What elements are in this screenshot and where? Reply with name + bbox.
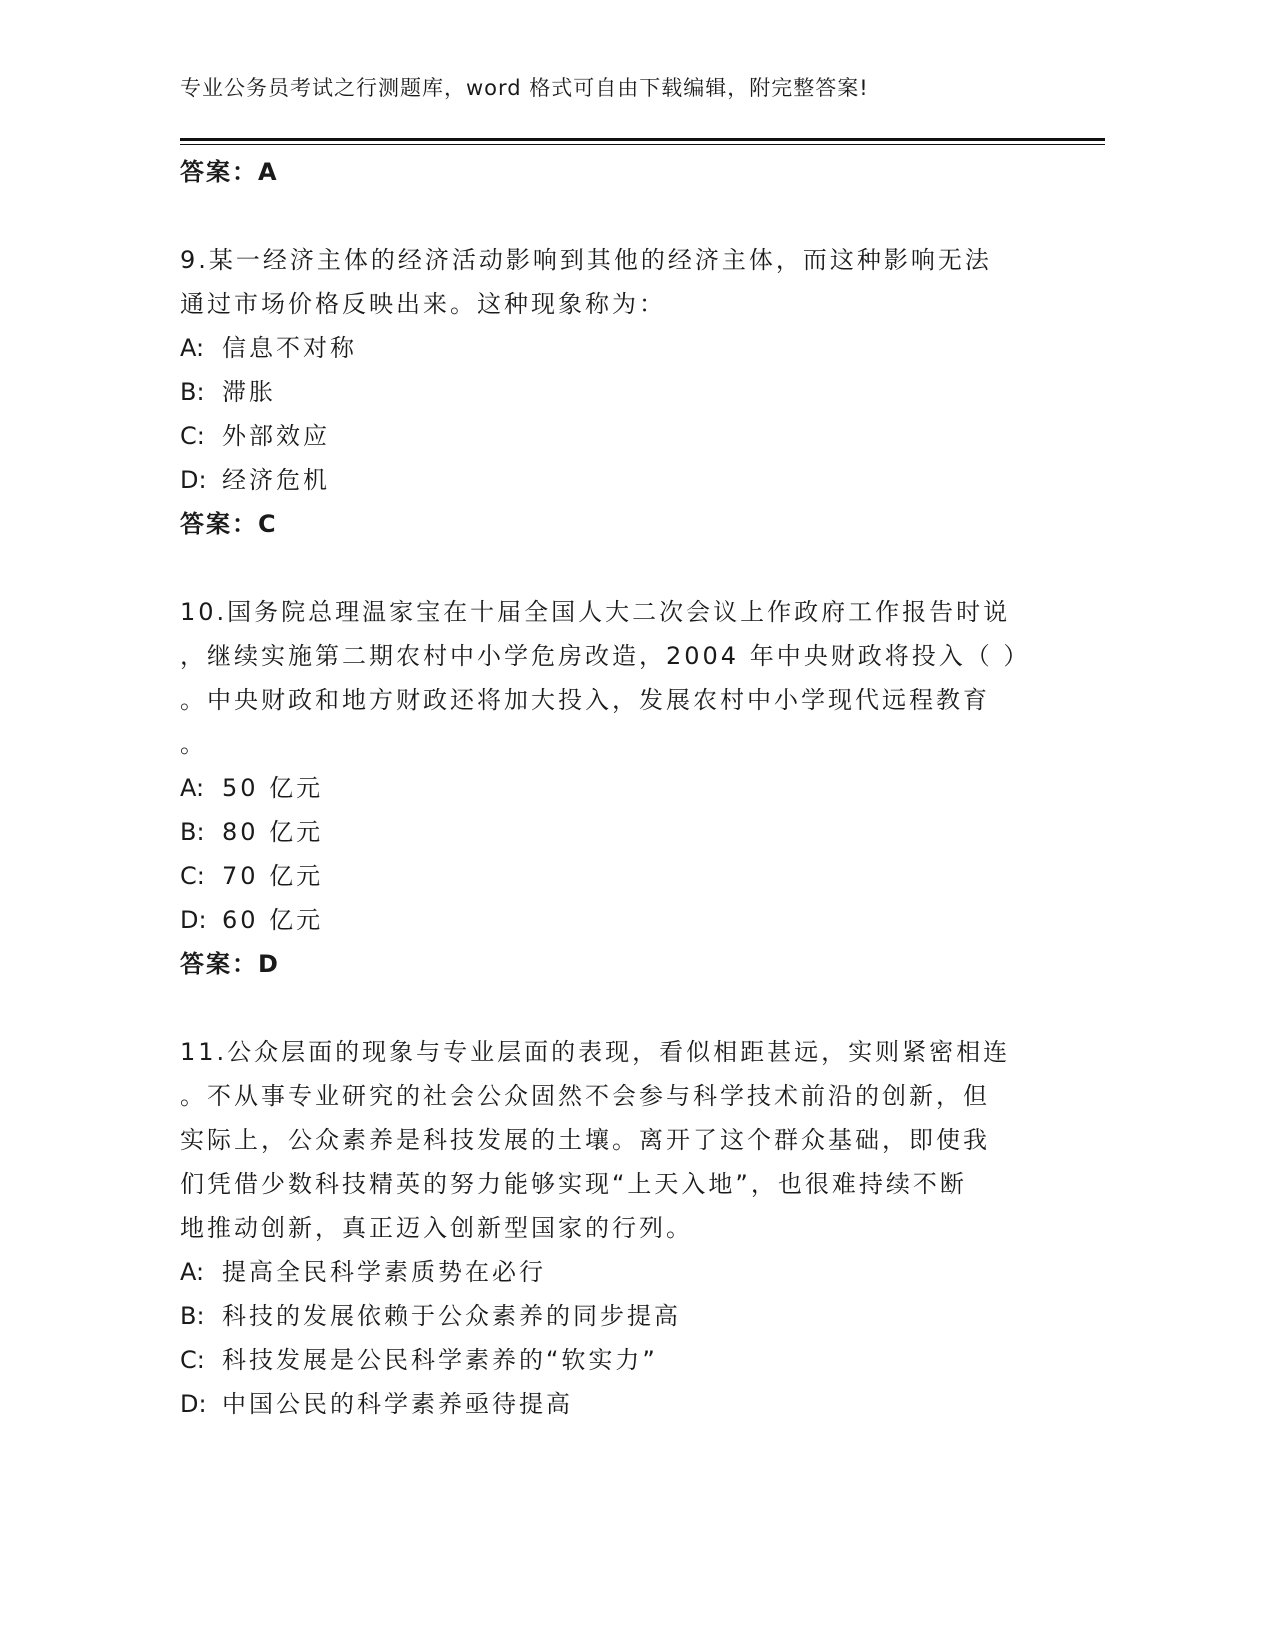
question-list — [180, 150, 1030, 1426]
option-d — [180, 1382, 1030, 1426]
option-label: A: — [180, 774, 205, 802]
option-c — [180, 414, 1030, 458]
option-c — [180, 1338, 1030, 1382]
option-b — [180, 810, 1030, 854]
option-b — [180, 370, 1030, 414]
page-header-title: 专业公务员考试之行测题库，word 格式可自由下载编辑，附完整答案! — [180, 76, 869, 100]
question-text-line: 。不从事专业研究的社会公众固然不会参与科学技术前沿的创新，但 — [180, 1082, 990, 1110]
option-text: 提高全民科学素质势在必行 — [222, 1258, 546, 1286]
answer-line: 答案：A — [180, 158, 279, 186]
option-label: B: — [180, 1302, 205, 1330]
option-label: A: — [180, 334, 205, 362]
spacer — [180, 546, 1030, 590]
option-text: 中国公民的科学素养亟待提高 — [222, 1390, 573, 1418]
option-label: D: — [180, 466, 207, 494]
option-a — [180, 326, 1030, 370]
option-label: A: — [180, 1258, 205, 1286]
question-text-line: 9.某一经济主体的经济活动影响到其他的经济主体，而这种影响无法 — [180, 246, 992, 274]
question-text-line: 通过市场价格反映出来。这种现象称为： — [180, 290, 666, 318]
option-text: 外部效应 — [222, 422, 330, 450]
option-c — [180, 854, 1030, 898]
question-text-line: 11.公众层面的现象与专业层面的表现，看似相距甚远，实则紧密相连 — [180, 1038, 1011, 1066]
spacer — [180, 194, 1030, 238]
option-a — [180, 766, 1030, 810]
option-text: 60 亿元 — [222, 906, 324, 934]
option-text: 滞胀 — [222, 378, 276, 406]
question-text-line: 。中央财政和地方财政还将加大投入，发展农村中小学现代远程教育 — [180, 686, 990, 714]
option-label: D: — [180, 906, 207, 934]
question-text-line: 实际上，公众素养是科技发展的土壤。离开了这个群众基础，即使我 — [180, 1126, 990, 1154]
option-text: 科技发展是公民科学素养的“软实力” — [222, 1346, 658, 1374]
option-a — [180, 1250, 1030, 1294]
option-label: C: — [180, 1346, 205, 1374]
option-b — [180, 1294, 1030, 1338]
question-block-10 — [180, 590, 1030, 986]
question-block-9 — [180, 238, 1030, 546]
option-text: 70 亿元 — [222, 862, 324, 890]
option-label: B: — [180, 818, 205, 846]
option-label: B: — [180, 378, 205, 406]
option-label: C: — [180, 862, 205, 890]
option-text: 科技的发展依赖于公众素养的同步提高 — [222, 1302, 681, 1330]
option-text: 80 亿元 — [222, 818, 324, 846]
option-label: D: — [180, 1390, 207, 1418]
option-d — [180, 898, 1030, 942]
option-text: 经济危机 — [222, 466, 330, 494]
spacer — [180, 986, 1030, 1030]
answer-line: 答案：D — [180, 950, 280, 978]
question-text-line: 。 — [180, 730, 207, 758]
option-label: C: — [180, 422, 205, 450]
question-text-line: ，继续实施第二期农村中小学危房改造，2004 年中央财政将投入（ ） — [180, 642, 1031, 670]
option-text: 50 亿元 — [222, 774, 324, 802]
option-d — [180, 458, 1030, 502]
question-text-line: 10.国务院总理温家宝在十届全国人大二次会议上作政府工作报告时说 — [180, 598, 1011, 626]
answer-line: 答案：C — [180, 510, 278, 538]
header-rule-thick — [180, 138, 1105, 141]
question-text-line: 地推动创新，真正迈入创新型国家的行列。 — [180, 1214, 693, 1242]
question-text-line: 们凭借少数科技精英的努力能够实现“上天入地”，也很难持续不断 — [180, 1170, 967, 1198]
question-block-11 — [180, 1030, 1030, 1426]
option-text: 信息不对称 — [222, 334, 357, 362]
header-rule-thin — [180, 144, 1105, 145]
